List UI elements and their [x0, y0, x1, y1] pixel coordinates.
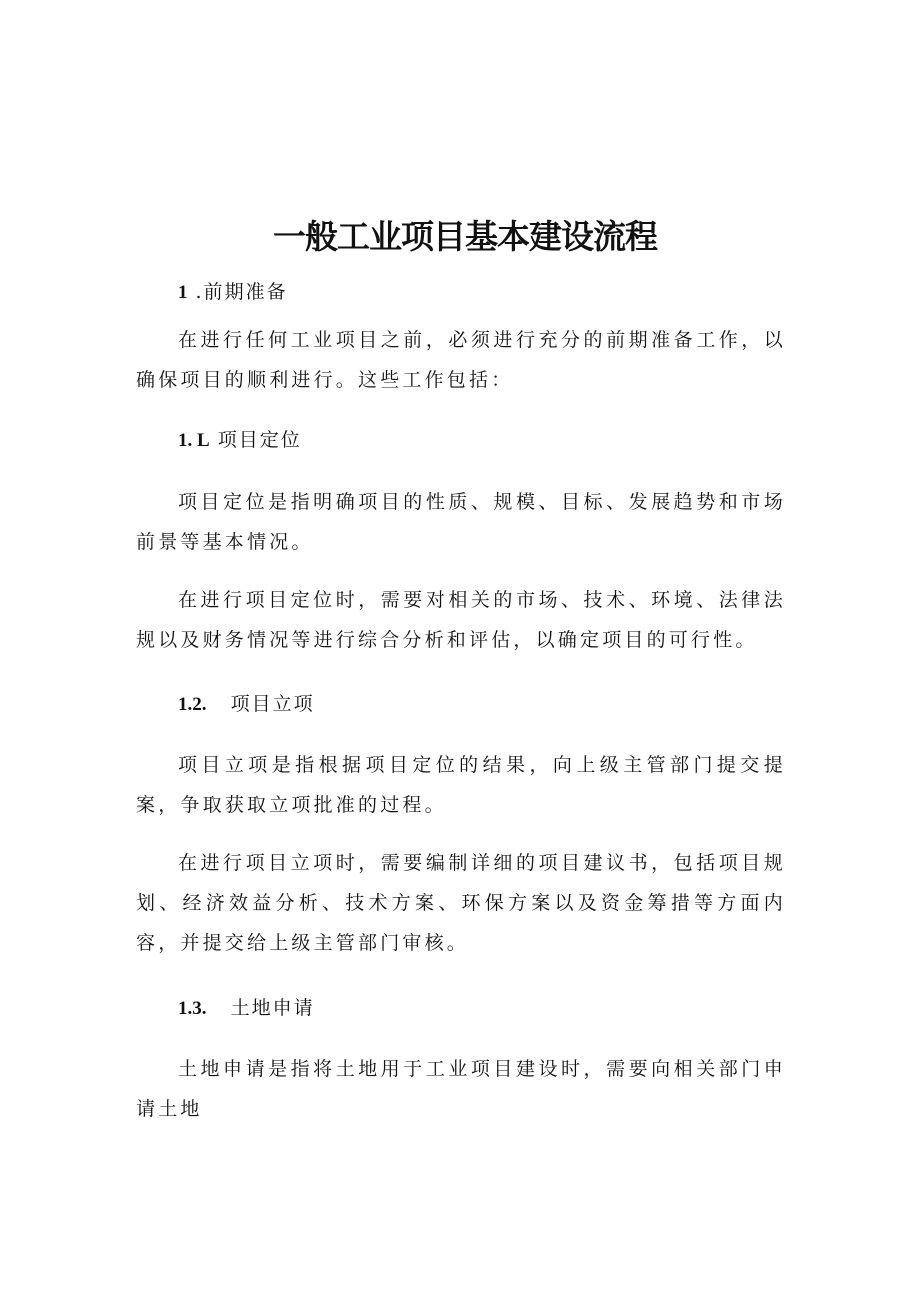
section-number: 1. L [178, 430, 210, 451]
section-heading-land [178, 993, 315, 1024]
paragraph: 在进行项目立项时，需要编制详细的项目建议书，包括项目规划、经济效益分析、技术方案、环保方案以及资金筹措等方面内容，并提交给上级主管部门审核。 [136, 852, 786, 954]
section-number: 1 [178, 282, 188, 303]
section-title: 项目定位 [209, 429, 302, 451]
section-heading-positioning [178, 425, 302, 456]
paragraph: 项目立项是指根据项目定位的结果，向上级主管部门提交提案，争取获取立项批准的过程。 [136, 754, 786, 816]
section-number: 1.3. [178, 998, 207, 1019]
section-title: .前期准备 [187, 281, 288, 303]
section-heading-approval [178, 689, 315, 720]
section-title: 项目立项 [206, 693, 315, 715]
paragraph: 在进行任何工业项目之前，必须进行充分的前期准备工作，以确保项目的顺利进行。这些工作包括： [136, 329, 786, 391]
section-heading-preparation [178, 277, 288, 308]
section-title: 土地申请 [206, 997, 315, 1019]
paragraph: 项目定位是指明确项目的性质、规模、目标、发展趋势和市场前景等基本情况。 [136, 491, 786, 553]
section-number: 1.2. [178, 694, 207, 715]
document-title: 一般工业项目基本建设流程 [273, 217, 657, 256]
paragraph: 在进行项目定位时，需要对相关的市场、技术、环境、法律法规以及财务情况等进行综合分析和评估，以确定项目的可行性。 [136, 589, 786, 651]
paragraph: 土地申请是指将土地用于工业项目建设时，需要向相关部门申请土地 [136, 1058, 786, 1120]
